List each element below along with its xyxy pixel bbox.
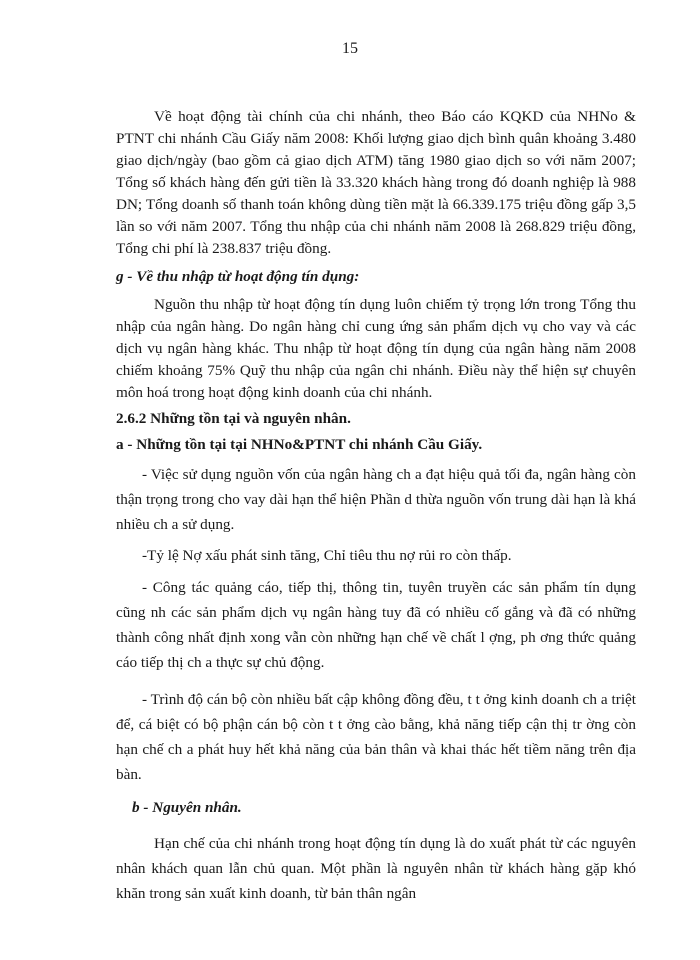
- paragraph-capital-usage: - Việc sử dụng nguồn vốn của ngân hàng ch a đạt hiệu quả tối đa, ngân hàng còn thận trọng trong cho vay dài hạn thể hiện Phần d thừa nguồn vốn trung dài hạn là khá nhiều ch a sử dụng.: [116, 466, 636, 533]
- paragraph-credit-income: Nguồn thu nhập từ hoạt động tín dụng luôn chiếm tỷ trọng lớn trong Tổng thu nhập của ngân hàng. Do ngân hàng chỉ cung ứng sản phẩm dịch vụ cho vay và các dịch vụ ngân hàng khác. Thu nhập từ hoạt động tín dụng của ngân hàng năm 2008 chiếm khoảng 75% Quỹ thu nhập của ngân chi nhánh. Điều này thể hiện sự chuyên môn hoá trong hoạt động kinh doanh của chi nhánh.: [116, 296, 636, 401]
- paragraph-staff-quality: - Trình độ cán bộ còn nhiều bất cập không đồng đều, t t ởng kinh doanh ch a triệt để, cá biệt có bộ phận cán bộ còn t t ởng cào bằng, khả năng tiếp cận thị tr ờng còn hạn chế ch a phát huy hết khả năng của bản thân và khai thác hết tiềm năng trên địa bàn.: [116, 691, 636, 783]
- heading-credit-income: g - Về thu nhập từ hoạt động tín dụng:: [116, 268, 360, 285]
- paragraph-marketing: - Công tác quảng cáo, tiếp thị, thông tin, tuyên truyền các sản phẩm tín dụng cũng nh các sản phẩm dịch vụ ngân hàng tuy đã có nhiều cố gắng và đã có những thành công nhất định xong vẫn còn những hạn chế về chất l ợng, ph ơng thức quảng cáo tiếp thị ch a thực sự chủ động.: [116, 579, 636, 671]
- heading-causes: b - Nguyên nhân.: [132, 799, 242, 816]
- page-number: 15: [342, 40, 358, 57]
- paragraph-bad-debt: -Tỷ lệ Nợ xấu phát sinh tăng, Chỉ tiêu thu nợ rủi ro còn thấp.: [142, 547, 512, 564]
- heading-shortcomings: a - Những tồn tại tại NHNo&PTNT chi nhánh Cầu Giấy.: [116, 436, 483, 453]
- paragraph-financial-activity: Về hoạt động tài chính của chi nhánh, theo Báo cáo KQKD của NHNo & PTNT chi nhánh Cầu Giấy năm 2008: Khối lượng giao dịch bình quân khoảng 3.480 giao dịch/ngày (bao gồm cả giao dịch ATM) tăng 1980 giao dịch so với năm 2007; Tổng số khách hàng đến gửi tiền là 33.320 khách hàng trong đó doanh nghiệp là 988 DN; Tổng doanh số thanh toán không dùng tiền mặt là 66.339.175 triệu đồng gấp 3,5 lần so với năm 2007. Tổng thu nhập của chi nhánh năm 2008 là 268.829 triệu đồng, Tổng chi phí là 238.837 triệu đồng.: [116, 108, 636, 257]
- document-body: [116, 106, 636, 906]
- heading-section-2-6-2: 2.6.2 Những tồn tại và nguyên nhân.: [116, 410, 351, 427]
- paragraph-causes: Hạn chế của chi nhánh trong hoạt động tín dụng là do xuất phát từ các nguyên nhân khách quan lẫn chủ quan. Một phần là nguyên nhân từ khách hàng gặp khó khăn trong sản xuất kinh doanh, từ bản thân ngân: [116, 835, 636, 902]
